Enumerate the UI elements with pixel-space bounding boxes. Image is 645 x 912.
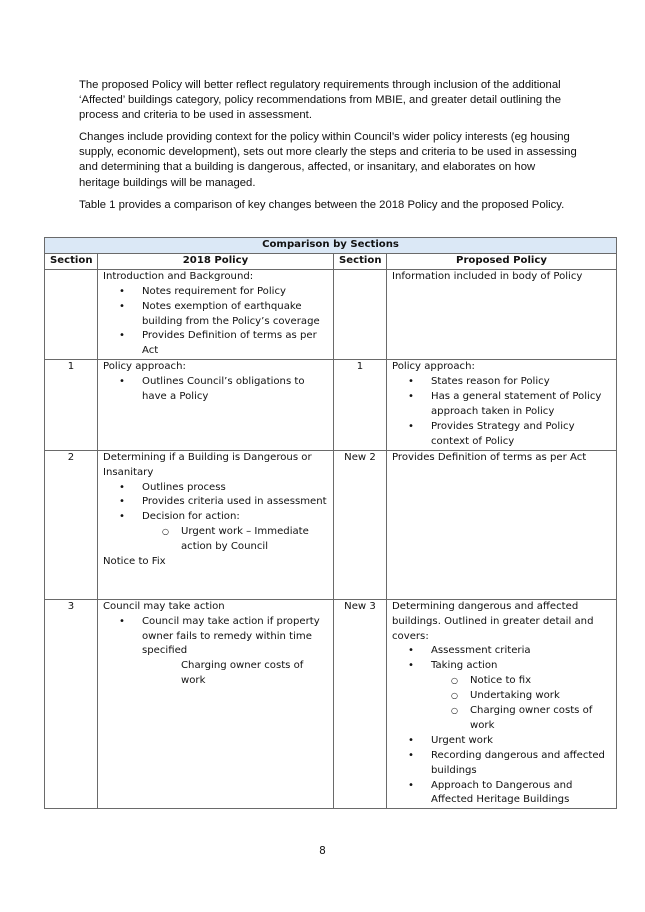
list-item: • Assessment criteria [392, 644, 611, 659]
sub-list-item: ○ Urgent work – Immediate action by Council [142, 525, 328, 555]
row-section-2018: 2 [45, 450, 98, 599]
list-item: • States reason for Policy [392, 375, 611, 390]
list-item-label: Taking action [431, 660, 498, 672]
table-title: Comparison by Sections [45, 238, 617, 254]
list-item: • Provides criteria used in assessment [103, 495, 328, 510]
row-section-2018: 3 [45, 599, 98, 809]
cell-continuation: Charging owner costs of work [181, 660, 304, 687]
cell-intro: Determining if a Building is Dangerous or Insanitary [103, 451, 312, 478]
table-row [45, 269, 617, 359]
row-policy-new [387, 450, 617, 599]
row-policy-2018 [98, 269, 334, 359]
row-policy-2018 [98, 599, 334, 809]
row-section-2018: 1 [45, 360, 98, 450]
page-number: 8 [319, 845, 326, 857]
bullet-list [103, 615, 328, 660]
row-policy-new [387, 599, 617, 809]
bullet-list [392, 644, 611, 808]
sub-list-item: ○ Notice to fix [431, 674, 611, 689]
header-policy-new: Proposed Policy [387, 253, 617, 269]
table-row [45, 450, 617, 599]
cell-trailing: Notice to Fix [103, 556, 166, 568]
list-item: • Outlines process [103, 481, 328, 496]
sub-list-item: ○ Charging owner costs of work [431, 704, 611, 734]
bullet-list [103, 375, 328, 405]
intro-paragraph-1: The proposed Policy will better reflect regulatory requirements through inclusion of the additional ‘Affected’ buildings category, policy recommendations from MBIE, and greater detail outlining the process and criteria to be used in assessment. [79, 79, 562, 122]
list-item: • Outlines Council’s obligations to have a Policy [103, 375, 328, 405]
sub-bullet-list [431, 674, 611, 734]
row-policy-2018 [98, 360, 334, 450]
bullet-list [103, 285, 328, 360]
row-section-2018 [45, 269, 98, 359]
header-section-2018: Section [45, 253, 98, 269]
cell-intro: Council may take action [103, 600, 225, 612]
table-row [45, 360, 617, 450]
table-row [45, 599, 617, 809]
intro-paragraph-2: Changes include providing context for the policy within Council’s wider policy interests (eg housing supply, economic development), sets out more clearly the steps and criteria to be used in assessing and determining that a building is dangerous, affected, or insanitary, and elaborates on how heritage buildings will be managed. [79, 131, 577, 189]
comparison-table [44, 237, 617, 809]
list-item: • Council may take action if property owner fails to remedy within time specified [103, 615, 328, 660]
table-header-row [45, 253, 617, 269]
cell-intro: Introduction and Background: [103, 270, 254, 282]
row-section-new: New 2 [334, 450, 387, 599]
list-item: • Has a general statement of Policy approach taken in Policy [392, 390, 611, 420]
row-policy-new [387, 269, 617, 359]
cell-intro: Policy approach: [103, 361, 186, 373]
table-title-row [45, 238, 617, 254]
list-item: • Recording dangerous and affected buildings [392, 749, 611, 779]
list-item: • Provides Strategy and Policy context of Policy [392, 420, 611, 450]
sub-list-item: ○ Undertaking work [431, 689, 611, 704]
header-policy-2018: 2018 Policy [98, 253, 334, 269]
row-policy-new [387, 360, 617, 450]
bullet-list [392, 375, 611, 450]
bullet-list [103, 481, 328, 556]
list-item: • Notes requirement for Policy [103, 285, 328, 300]
list-item [103, 510, 328, 555]
list-item [392, 659, 611, 734]
row-policy-2018 [98, 450, 334, 599]
row-section-new: 1 [334, 360, 387, 450]
list-item: • Urgent work [392, 734, 611, 749]
list-item: • Notes exemption of earthquake building from the Policy’s coverage [103, 300, 328, 330]
list-item-label: Decision for action: [142, 511, 240, 523]
row-section-new: New 3 [334, 599, 387, 809]
sub-bullet-list [142, 525, 328, 555]
list-item: • Approach to Dangerous and Affected Heritage Buildings [392, 779, 611, 809]
intro-paragraph-3: Table 1 provides a comparison of key changes between the 2018 Policy and the proposed Policy. [79, 199, 565, 211]
cell-intro: Information included in body of Policy [392, 270, 583, 282]
header-section-new: Section [334, 253, 387, 269]
cell-intro: Provides Definition of terms as per Act [392, 451, 587, 463]
cell-intro: Policy approach: [392, 361, 475, 373]
row-section-new [334, 269, 387, 359]
list-item: • Provides Definition of terms as per Act [103, 329, 328, 359]
cell-intro: Determining dangerous and affected buildings. Outlined in greater detail and covers: [392, 600, 594, 642]
